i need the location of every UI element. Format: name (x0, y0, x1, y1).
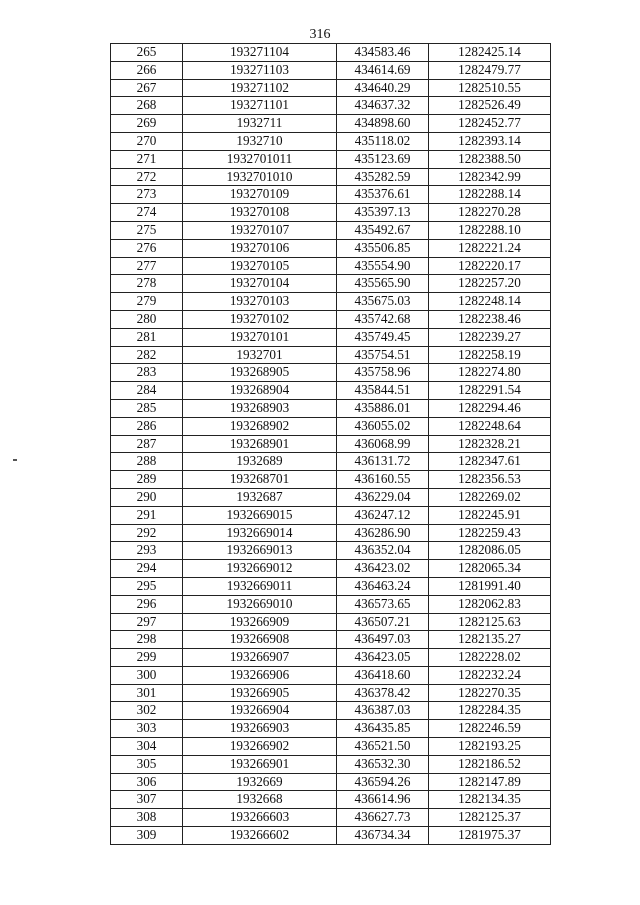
point-code-cell: 193266902 (183, 738, 337, 756)
point-code-cell: 193268701 (183, 471, 337, 489)
y-coordinate-cell: 1281975.37 (429, 827, 551, 845)
y-coordinate-cell: 1282291.54 (429, 382, 551, 400)
table-row (111, 399, 551, 417)
table-row (111, 417, 551, 435)
point-code-cell: 1932669010 (183, 595, 337, 613)
x-coordinate-cell: 435492.67 (337, 221, 429, 239)
x-coordinate-cell: 436734.34 (337, 827, 429, 845)
x-coordinate-cell: 436418.60 (337, 666, 429, 684)
point-code-cell: 193270109 (183, 186, 337, 204)
y-coordinate-cell: 1282125.37 (429, 809, 551, 827)
y-coordinate-cell: 1282258.19 (429, 346, 551, 364)
point-code-cell: 193266905 (183, 684, 337, 702)
table-row (111, 666, 551, 684)
table-row (111, 61, 551, 79)
table-row (111, 382, 551, 400)
table-row (111, 328, 551, 346)
point-code-cell: 1932687 (183, 488, 337, 506)
point-code-cell: 193270107 (183, 221, 337, 239)
table-row (111, 346, 551, 364)
table-row (111, 150, 551, 168)
y-coordinate-cell: 1282526.49 (429, 97, 551, 115)
point-code-cell: 1932668 (183, 791, 337, 809)
y-coordinate-cell: 1282062.83 (429, 595, 551, 613)
table-row (111, 471, 551, 489)
point-code-cell: 193266901 (183, 755, 337, 773)
x-coordinate-cell: 436573.65 (337, 595, 429, 613)
y-coordinate-cell: 1282232.24 (429, 666, 551, 684)
table-row (111, 275, 551, 293)
table-row (111, 506, 551, 524)
y-coordinate-cell: 1282086.05 (429, 542, 551, 560)
point-code-cell: 193266907 (183, 649, 337, 667)
point-number-cell: 274 (111, 204, 183, 222)
y-coordinate-cell: 1282246.59 (429, 720, 551, 738)
x-coordinate-cell: 436463.24 (337, 577, 429, 595)
x-coordinate-cell: 436423.05 (337, 649, 429, 667)
point-number-cell: 291 (111, 506, 183, 524)
x-coordinate-cell: 435123.69 (337, 150, 429, 168)
x-coordinate-cell: 434898.60 (337, 115, 429, 133)
y-coordinate-cell: 1282284.35 (429, 702, 551, 720)
point-number-cell: 292 (111, 524, 183, 542)
point-number-cell: 309 (111, 827, 183, 845)
point-code-cell: 1932701010 (183, 168, 337, 186)
point-number-cell: 286 (111, 417, 183, 435)
point-code-cell: 193271101 (183, 97, 337, 115)
point-code-cell: 193268902 (183, 417, 337, 435)
y-coordinate-cell: 1282134.35 (429, 791, 551, 809)
point-code-cell: 1932669011 (183, 577, 337, 595)
y-coordinate-cell: 1282270.28 (429, 204, 551, 222)
table-row (111, 310, 551, 328)
x-coordinate-cell: 435844.51 (337, 382, 429, 400)
point-number-cell: 273 (111, 186, 183, 204)
point-number-cell: 299 (111, 649, 183, 667)
point-number-cell: 267 (111, 79, 183, 97)
table-row (111, 577, 551, 595)
table-row (111, 435, 551, 453)
point-code-cell: 193270105 (183, 257, 337, 275)
coordinates-table (110, 43, 551, 845)
table-row (111, 204, 551, 222)
point-number-cell: 280 (111, 310, 183, 328)
table-row (111, 257, 551, 275)
table-row (111, 79, 551, 97)
table-row (111, 791, 551, 809)
point-code-cell: 193266908 (183, 631, 337, 649)
y-coordinate-cell: 1282510.55 (429, 79, 551, 97)
point-number-cell: 295 (111, 577, 183, 595)
point-code-cell: 193268905 (183, 364, 337, 382)
point-number-cell: 301 (111, 684, 183, 702)
point-code-cell: 1932711 (183, 115, 337, 133)
point-number-cell: 275 (111, 221, 183, 239)
y-coordinate-cell: 1282274.80 (429, 364, 551, 382)
y-coordinate-cell: 1282257.20 (429, 275, 551, 293)
table-row (111, 613, 551, 631)
point-number-cell: 278 (111, 275, 183, 293)
x-coordinate-cell: 435565.90 (337, 275, 429, 293)
point-number-cell: 269 (111, 115, 183, 133)
table-row (111, 702, 551, 720)
point-code-cell: 193271103 (183, 61, 337, 79)
table-row (111, 115, 551, 133)
y-coordinate-cell: 1282347.61 (429, 453, 551, 471)
point-number-cell: 305 (111, 755, 183, 773)
x-coordinate-cell: 435554.90 (337, 257, 429, 275)
x-coordinate-cell: 435397.13 (337, 204, 429, 222)
x-coordinate-cell: 436068.99 (337, 435, 429, 453)
point-code-cell: 1932669013 (183, 542, 337, 560)
table-row (111, 186, 551, 204)
x-coordinate-cell: 435754.51 (337, 346, 429, 364)
table-row (111, 720, 551, 738)
point-code-cell: 1932701011 (183, 150, 337, 168)
x-coordinate-cell: 436521.50 (337, 738, 429, 756)
table-row (111, 524, 551, 542)
point-number-cell: 285 (111, 399, 183, 417)
y-coordinate-cell: 1282239.27 (429, 328, 551, 346)
point-number-cell: 284 (111, 382, 183, 400)
y-coordinate-cell: 1282238.46 (429, 310, 551, 328)
table-row (111, 168, 551, 186)
point-number-cell: 289 (111, 471, 183, 489)
point-code-cell: 1932669012 (183, 560, 337, 578)
point-number-cell: 298 (111, 631, 183, 649)
point-code-cell: 1932669015 (183, 506, 337, 524)
y-coordinate-cell: 1282147.89 (429, 773, 551, 791)
table-row (111, 773, 551, 791)
y-coordinate-cell: 1282425.14 (429, 44, 551, 62)
point-code-cell: 193271102 (183, 79, 337, 97)
page-number: 316 (309, 27, 331, 42)
table-row (111, 221, 551, 239)
point-number-cell: 279 (111, 293, 183, 311)
point-number-cell: 300 (111, 666, 183, 684)
y-coordinate-cell: 1282328.21 (429, 435, 551, 453)
y-coordinate-cell: 1282248.14 (429, 293, 551, 311)
x-coordinate-cell: 436435.85 (337, 720, 429, 738)
y-coordinate-cell: 1282269.02 (429, 488, 551, 506)
y-coordinate-cell: 1282220.17 (429, 257, 551, 275)
point-number-cell: 265 (111, 44, 183, 62)
point-number-cell: 268 (111, 97, 183, 115)
x-coordinate-cell: 436055.02 (337, 417, 429, 435)
x-coordinate-cell: 436497.03 (337, 631, 429, 649)
x-coordinate-cell: 436378.42 (337, 684, 429, 702)
y-coordinate-cell: 1282065.34 (429, 560, 551, 578)
point-code-cell: 193270102 (183, 310, 337, 328)
point-number-cell: 296 (111, 595, 183, 613)
point-code-cell: 193266904 (183, 702, 337, 720)
point-code-cell: 193268903 (183, 399, 337, 417)
point-code-cell: 193266603 (183, 809, 337, 827)
x-coordinate-cell: 435886.01 (337, 399, 429, 417)
y-coordinate-cell: 1282193.25 (429, 738, 551, 756)
point-number-cell: 303 (111, 720, 183, 738)
point-number-cell: 308 (111, 809, 183, 827)
x-coordinate-cell: 435506.85 (337, 239, 429, 257)
y-coordinate-cell: 1282228.02 (429, 649, 551, 667)
table-row (111, 684, 551, 702)
y-coordinate-cell: 1282186.52 (429, 755, 551, 773)
point-number-cell: 277 (111, 257, 183, 275)
y-coordinate-cell: 1282221.24 (429, 239, 551, 257)
point-code-cell: 193270108 (183, 204, 337, 222)
table-row (111, 809, 551, 827)
x-coordinate-cell: 435742.68 (337, 310, 429, 328)
x-coordinate-cell: 435376.61 (337, 186, 429, 204)
point-code-cell: 193268901 (183, 435, 337, 453)
x-coordinate-cell: 436532.30 (337, 755, 429, 773)
y-coordinate-cell: 1282452.77 (429, 115, 551, 133)
point-number-cell: 290 (111, 488, 183, 506)
table-row (111, 293, 551, 311)
x-coordinate-cell: 435758.96 (337, 364, 429, 382)
point-number-cell: 287 (111, 435, 183, 453)
table-row (111, 239, 551, 257)
y-coordinate-cell: 1282356.53 (429, 471, 551, 489)
x-coordinate-cell: 435749.45 (337, 328, 429, 346)
point-number-cell: 302 (111, 702, 183, 720)
x-coordinate-cell: 436229.04 (337, 488, 429, 506)
table-row (111, 97, 551, 115)
y-coordinate-cell: 1282388.50 (429, 150, 551, 168)
point-number-cell: 306 (111, 773, 183, 791)
table-row (111, 595, 551, 613)
x-coordinate-cell: 435675.03 (337, 293, 429, 311)
x-coordinate-cell: 436594.26 (337, 773, 429, 791)
y-coordinate-cell: 1281991.40 (429, 577, 551, 595)
point-number-cell: 270 (111, 132, 183, 150)
x-coordinate-cell: 436423.02 (337, 560, 429, 578)
y-coordinate-cell: 1282245.91 (429, 506, 551, 524)
point-code-cell: 1932689 (183, 453, 337, 471)
x-coordinate-cell: 436387.03 (337, 702, 429, 720)
point-number-cell: 297 (111, 613, 183, 631)
y-coordinate-cell: 1282248.64 (429, 417, 551, 435)
point-code-cell: 193270106 (183, 239, 337, 257)
table-row (111, 542, 551, 560)
point-number-cell: 281 (111, 328, 183, 346)
y-coordinate-cell: 1282259.43 (429, 524, 551, 542)
point-code-cell: 193268904 (183, 382, 337, 400)
point-number-cell: 272 (111, 168, 183, 186)
y-coordinate-cell: 1282288.14 (429, 186, 551, 204)
point-code-cell: 193266906 (183, 666, 337, 684)
point-number-cell: 282 (111, 346, 183, 364)
point-number-cell: 283 (111, 364, 183, 382)
point-code-cell: 193271104 (183, 44, 337, 62)
point-code-cell: 1932669 (183, 773, 337, 791)
y-coordinate-cell: 1282342.99 (429, 168, 551, 186)
table-row (111, 364, 551, 382)
table-row (111, 132, 551, 150)
x-coordinate-cell: 436614.96 (337, 791, 429, 809)
point-code-cell: 1932701 (183, 346, 337, 364)
table-row (111, 453, 551, 471)
point-number-cell: 307 (111, 791, 183, 809)
margin-mark (13, 459, 17, 461)
point-code-cell: 193266903 (183, 720, 337, 738)
point-number-cell: 288 (111, 453, 183, 471)
table-row (111, 560, 551, 578)
y-coordinate-cell: 1282393.14 (429, 132, 551, 150)
y-coordinate-cell: 1282479.77 (429, 61, 551, 79)
x-coordinate-cell: 434640.29 (337, 79, 429, 97)
point-code-cell: 193266602 (183, 827, 337, 845)
point-code-cell: 193270103 (183, 293, 337, 311)
point-number-cell: 293 (111, 542, 183, 560)
point-code-cell: 1932669014 (183, 524, 337, 542)
x-coordinate-cell: 436627.73 (337, 809, 429, 827)
table-row (111, 649, 551, 667)
point-number-cell: 266 (111, 61, 183, 79)
table-row (111, 827, 551, 845)
x-coordinate-cell: 436286.90 (337, 524, 429, 542)
table-row (111, 631, 551, 649)
table-row (111, 488, 551, 506)
x-coordinate-cell: 434637.32 (337, 97, 429, 115)
point-code-cell: 193266909 (183, 613, 337, 631)
x-coordinate-cell: 436247.12 (337, 506, 429, 524)
point-code-cell: 1932710 (183, 132, 337, 150)
point-number-cell: 276 (111, 239, 183, 257)
x-coordinate-cell: 436352.04 (337, 542, 429, 560)
y-coordinate-cell: 1282135.27 (429, 631, 551, 649)
table-body (111, 44, 551, 845)
x-coordinate-cell: 436507.21 (337, 613, 429, 631)
x-coordinate-cell: 436160.55 (337, 471, 429, 489)
point-number-cell: 271 (111, 150, 183, 168)
table-row (111, 44, 551, 62)
y-coordinate-cell: 1282125.63 (429, 613, 551, 631)
x-coordinate-cell: 435282.59 (337, 168, 429, 186)
point-code-cell: 193270104 (183, 275, 337, 293)
y-coordinate-cell: 1282288.10 (429, 221, 551, 239)
point-code-cell: 193270101 (183, 328, 337, 346)
x-coordinate-cell: 435118.02 (337, 132, 429, 150)
x-coordinate-cell: 434614.69 (337, 61, 429, 79)
x-coordinate-cell: 434583.46 (337, 44, 429, 62)
y-coordinate-cell: 1282294.46 (429, 399, 551, 417)
x-coordinate-cell: 436131.72 (337, 453, 429, 471)
point-number-cell: 294 (111, 560, 183, 578)
table-row (111, 755, 551, 773)
point-number-cell: 304 (111, 738, 183, 756)
table-row (111, 738, 551, 756)
y-coordinate-cell: 1282270.35 (429, 684, 551, 702)
